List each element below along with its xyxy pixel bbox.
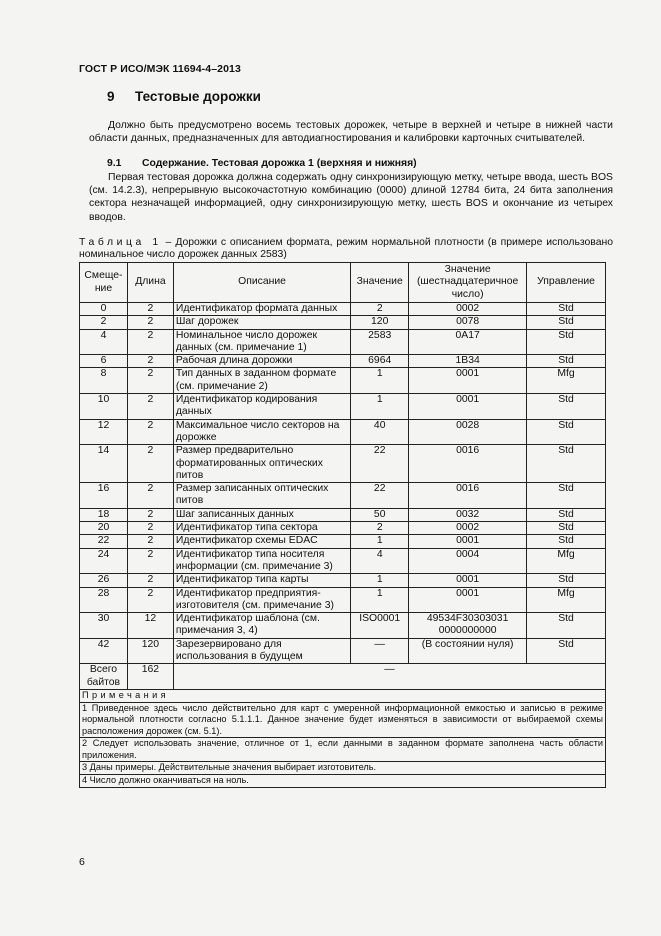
cell-length: 2 <box>127 522 173 535</box>
cell-offset: 18 <box>80 508 128 521</box>
subsection-heading <box>107 158 417 169</box>
cell-offset: 22 <box>80 535 128 548</box>
cell-control: Std <box>527 303 606 316</box>
cell-control: Std <box>527 535 606 548</box>
cell-value: 1 <box>351 368 409 394</box>
table-row <box>80 548 606 574</box>
cell-value: 1 <box>351 574 409 587</box>
cell-control: Std <box>527 508 606 521</box>
table-row <box>80 316 606 329</box>
cell-value: 120 <box>351 316 409 329</box>
table-header-row <box>80 263 606 303</box>
document-header: ГОСТ Р ИСО/МЭК 11694-4–2013 <box>79 63 241 75</box>
cell-description: Шаг записанных данных <box>173 508 350 521</box>
cell-length: 2 <box>127 508 173 521</box>
cell-hex-value: 0002 <box>409 522 527 535</box>
table-row <box>80 419 606 445</box>
table-notes <box>80 689 606 787</box>
cell-value: 1 <box>351 535 409 548</box>
cell-description: Тип данных в заданном формате (см. примечание 2) <box>173 368 350 394</box>
cell-hex-value: 49534F30303031 0000000000 <box>409 613 527 639</box>
cell-offset: 0 <box>80 303 128 316</box>
cell-offset: 28 <box>80 587 128 613</box>
header-hex-value: Значение (шестнадцатеричное число) <box>409 263 527 303</box>
table-row <box>80 355 606 368</box>
table-row <box>80 394 606 420</box>
cell-control: Std <box>527 574 606 587</box>
cell-offset: 24 <box>80 548 128 574</box>
cell-description: Рабочая длина дорожки <box>173 355 350 368</box>
cell-control: Mfg <box>527 368 606 394</box>
cell-offset: 16 <box>80 483 128 509</box>
cell-value: 2 <box>351 522 409 535</box>
cell-hex-value: 0001 <box>409 535 527 548</box>
table-row <box>80 329 606 355</box>
cell-hex-value: 0001 <box>409 394 527 420</box>
cell-offset: 14 <box>80 445 128 483</box>
cell-control: Std <box>527 419 606 445</box>
section-title: Тестовые дорожки <box>135 89 261 104</box>
cell-value: 6964 <box>351 355 409 368</box>
cell-offset: 12 <box>80 419 128 445</box>
cell-description: Идентификатор шаблона (см. примечания 3, 4) <box>173 613 350 639</box>
table-caption-text: – Дорожки с описанием формата, режим нормальной плотности (в примере использовано номинальное число дорожек данных 2583) <box>79 237 613 261</box>
cell-offset: 26 <box>80 574 128 587</box>
table-caption-label: Таблица 1 <box>79 237 162 248</box>
cell-control: Std <box>527 613 606 639</box>
cell-value: 4 <box>351 548 409 574</box>
cell-hex-value: 0032 <box>409 508 527 521</box>
page-number: 6 <box>79 856 85 868</box>
cell-description: Номинальное число дорожек данных (см. примечание 1) <box>173 329 350 355</box>
tracks-table <box>79 262 606 788</box>
cell-length: 2 <box>127 419 173 445</box>
table-row <box>80 445 606 483</box>
cell-hex-value: 0001 <box>409 574 527 587</box>
total-value: 162 <box>127 664 173 690</box>
cell-description: Размер предварительно форматированных оптических питов <box>173 445 350 483</box>
cell-offset: 2 <box>80 316 128 329</box>
cell-length: 120 <box>127 638 173 664</box>
cell-hex-value: 0078 <box>409 316 527 329</box>
total-label: Всего байтов <box>80 664 128 690</box>
cell-length: 2 <box>127 445 173 483</box>
note-1: 1 Приведенное здесь число действительно для карт с умеренной информационной емкостью и записью в режиме нормальной плотности согласно 5.1.1.1. Данное значение будет изменяться в зависимости от выбираемой схемы расположения дорожек (см. 5.1). <box>80 702 606 738</box>
cell-control: Std <box>527 329 606 355</box>
cell-offset: 4 <box>80 329 128 355</box>
cell-length: 2 <box>127 574 173 587</box>
cell-value: 22 <box>351 445 409 483</box>
cell-length: 2 <box>127 329 173 355</box>
cell-offset: 10 <box>80 394 128 420</box>
cell-hex-value: 0016 <box>409 483 527 509</box>
cell-control: Std <box>527 355 606 368</box>
cell-control: Std <box>527 483 606 509</box>
cell-description: Шаг дорожек <box>173 316 350 329</box>
cell-hex-value: 0001 <box>409 587 527 613</box>
cell-hex-value: 0016 <box>409 445 527 483</box>
cell-control: Std <box>527 394 606 420</box>
note-2: 2 Следует использовать значение, отличное от 1, если данными в заданном формате заполнена часть области приложения. <box>80 738 606 762</box>
cell-value: 1 <box>351 587 409 613</box>
note-3: 3 Даны примеры. Действительные значения выбирает изготовитель. <box>80 762 606 775</box>
table-row <box>80 303 606 316</box>
table-row <box>80 508 606 521</box>
table-row <box>80 522 606 535</box>
cell-hex-value: 0002 <box>409 303 527 316</box>
table-total-row <box>80 664 606 690</box>
cell-hex-value: (В состоянии нуля) <box>409 638 527 664</box>
notes-heading: Примечания <box>80 689 606 702</box>
cell-length: 2 <box>127 355 173 368</box>
subsection-number: 9.1 <box>107 158 122 169</box>
cell-length: 2 <box>127 368 173 394</box>
section-heading <box>107 89 261 104</box>
cell-value: — <box>351 638 409 664</box>
cell-value: 2583 <box>351 329 409 355</box>
table-row <box>80 535 606 548</box>
cell-length: 2 <box>127 394 173 420</box>
subsection-title: Содержание. Тестовая дорожка 1 (верхняя и нижняя) <box>142 158 417 169</box>
section-number: 9 <box>107 89 115 104</box>
cell-description: Идентификатор кодирования данных <box>173 394 350 420</box>
cell-description: Идентификатор типа сектора <box>173 522 350 535</box>
total-dash: — <box>173 664 605 690</box>
cell-control: Mfg <box>527 587 606 613</box>
cell-offset: 6 <box>80 355 128 368</box>
header-value: Значение <box>351 263 409 303</box>
cell-hex-value: 0004 <box>409 548 527 574</box>
cell-value: ISO0001 <box>351 613 409 639</box>
table-row <box>80 638 606 664</box>
cell-length: 2 <box>127 535 173 548</box>
cell-offset: 42 <box>80 638 128 664</box>
cell-description: Идентификатор формата данных <box>173 303 350 316</box>
cell-length: 12 <box>127 613 173 639</box>
cell-offset: 8 <box>80 368 128 394</box>
cell-control: Mfg <box>527 548 606 574</box>
cell-value: 50 <box>351 508 409 521</box>
cell-hex-value: 1B34 <box>409 355 527 368</box>
cell-offset: 30 <box>80 613 128 639</box>
table-row <box>80 574 606 587</box>
cell-description: Идентификатор схемы EDAC <box>173 535 350 548</box>
cell-control: Std <box>527 445 606 483</box>
table-row <box>80 368 606 394</box>
header-length: Длина <box>127 263 173 303</box>
cell-value: 1 <box>351 394 409 420</box>
cell-control: Std <box>527 316 606 329</box>
cell-control: Std <box>527 522 606 535</box>
cell-hex-value: 0A17 <box>409 329 527 355</box>
cell-length: 2 <box>127 303 173 316</box>
cell-hex-value: 0028 <box>409 419 527 445</box>
cell-description: Идентификатор предприятия-изготовителя (см. примечание 3) <box>173 587 350 613</box>
cell-value: 40 <box>351 419 409 445</box>
cell-length: 2 <box>127 483 173 509</box>
cell-description: Идентификатор типа карты <box>173 574 350 587</box>
cell-value: 2 <box>351 303 409 316</box>
body-paragraph: Первая тестовая дорожка должна содержать одну синхронизирующую метку, четыре ввода, шесть BOS (см. 14.2.3), непрерывную высокочастотную комбинацию (0000) длиной 12784 бита, 24 бита заполнения сектора незначащей информацией, одну синхронизирующую метку, шесть BOS и окончание из четырех вводов. <box>89 172 613 223</box>
cell-length: 2 <box>127 548 173 574</box>
note-4: 4 Число должно оканчиваться на ноль. <box>80 775 606 788</box>
cell-length: 2 <box>127 316 173 329</box>
intro-paragraph: Должно быть предусмотрено восемь тестовых дорожек, четыре в верхней и четыре в нижней части области данных, предназначенных для автодиагностирования и калибровки карточных считывателей. <box>89 120 613 145</box>
cell-hex-value: 0001 <box>409 368 527 394</box>
table-caption <box>79 237 613 262</box>
cell-description: Зарезервировано для использования в будущем <box>173 638 350 664</box>
cell-value: 22 <box>351 483 409 509</box>
table-row <box>80 483 606 509</box>
cell-length: 2 <box>127 587 173 613</box>
cell-description: Идентификатор типа носителя информации (см. примечание 3) <box>173 548 350 574</box>
cell-control: Std <box>527 638 606 664</box>
cell-description: Максимальное число секторов на дорожке <box>173 419 350 445</box>
table-row <box>80 587 606 613</box>
cell-description: Размер записанных оптических питов <box>173 483 350 509</box>
header-control: Управление <box>527 263 606 303</box>
header-offset: Смеще-ние <box>80 263 128 303</box>
table-row <box>80 613 606 639</box>
cell-offset: 20 <box>80 522 128 535</box>
header-description: Описание <box>173 263 350 303</box>
